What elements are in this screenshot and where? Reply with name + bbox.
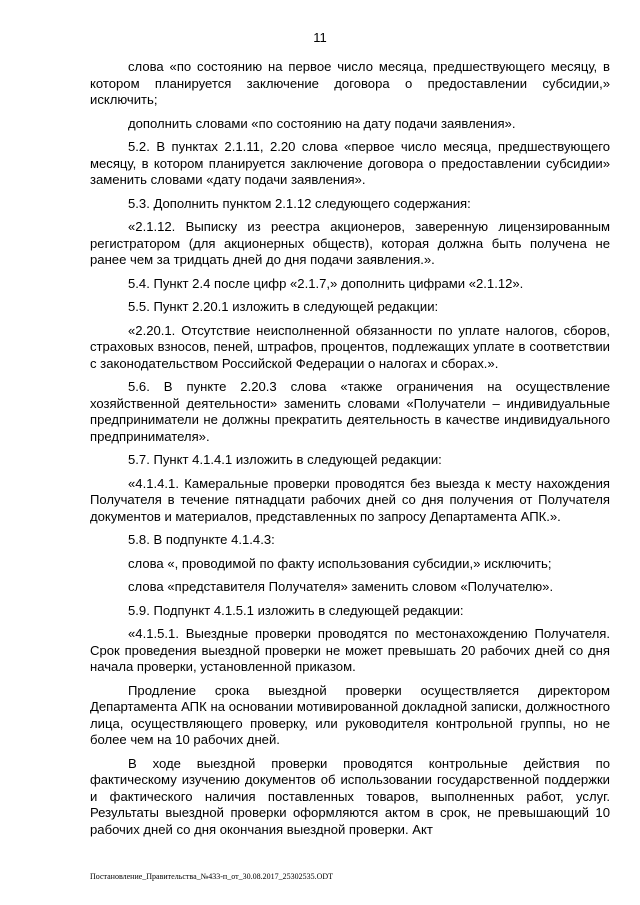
paragraph: «4.1.5.1. Выездные проверки проводятся по местонахождению Получателя. Срок проведения выездной проверки не может превышать 20 рабочих дней со дня начала проверки, установленной приказом. [90, 626, 610, 674]
paragraph: 5.8. В подпункте 4.1.4.3: [128, 532, 275, 547]
paragraph: слова «по состоянию на первое число месяца, предшествующего месяцу, в котором планируется заключение договора о предоставлении субсидии,» исключить; [90, 59, 610, 107]
paragraph: дополнить словами «по состоянию на дату подачи заявления». [128, 115, 516, 131]
paragraph: 5.9. Подпункт 4.1.5.1 изложить в следующей редакции: [128, 602, 464, 618]
paragraph: слова «представителя Получателя» заменить словом «Получателю». [128, 579, 554, 594]
paragraph: 5.3. Дополнить пунктом 2.1.12 следующего содержания: [128, 195, 471, 211]
document-footer: Постановление_Правительства_№433-п_от_30.08.2017_25302535.ODT [90, 872, 334, 881]
paragraph: В ходе выездной проверки проводятся контрольные действия по фактическому изучению документов об использовании государственной поддержки и фактического наличия поставленных товаров, выполненных работ, услуг. Результаты выездной проверки оформляются актом в срок, не превышающий 10 рабочих дней со дня окончания выездной проверки. Акт [90, 755, 610, 837]
paragraph: 5.2. В пунктах 2.1.11, 2.20 слова «первое число месяца, предшествующего месяцу, в котором планируется заключение договора о предоставлении субсидии» заменить словами «дату подачи заявления». [90, 139, 610, 187]
paragraph: 5.5. Пункт 2.20.1 изложить в следующей редакции: [128, 299, 439, 314]
paragraph: «2.1.12. Выписку из реестра акционеров, заверенную лицензированным регистратором (для акционерных обществ), которая должна быть получена не ранее чем за тридцать дней до дня подачи заявления.». [90, 219, 610, 267]
paragraph: 5.4. Пункт 2.4 после цифр «2.1.7,» дополнить цифрами «2.1.12». [128, 275, 524, 291]
paragraph: Продление срока выездной проверки осуществляется директором Департамента АПК на основании мотивированной докладной записки, должностного лица, осуществляющего проверку, или руководителя контрольной группы, но не более чем на 10 рабочих дней. [90, 682, 610, 747]
paragraph: слова «, проводимой по факту использования субсидии,» исключить; [128, 555, 552, 571]
paragraph: 5.7. Пункт 4.1.4.1 изложить в следующей редакции: [128, 452, 442, 467]
paragraph: 5.6. В пункте 2.20.3 слова «также ограничения на осуществление хозяйственной деятельности» заменить словами «Получатели – индивидуальные предприниматели не должны прекратить деятельность в качестве индивидуального предпринимателя». [90, 379, 610, 444]
paragraph: «4.1.4.1. Камеральные проверки проводятся без выезда к месту нахождения Получателя в течение пятнадцати рабочих дней со дня получения от Получателя документов и материалов, представленных по запросу Департамента АПК.». [90, 475, 610, 524]
document-body [90, 59, 610, 845]
paragraph: «2.20.1. Отсутствие неисполненной обязанности по уплате налогов, сборов, страховых взносов, пеней, штрафов, процентов, подлежащих уплате в соответствии с законодательством Российской Федерации о налогах и сборах.». [90, 322, 610, 371]
page-number: 11 [313, 30, 327, 45]
